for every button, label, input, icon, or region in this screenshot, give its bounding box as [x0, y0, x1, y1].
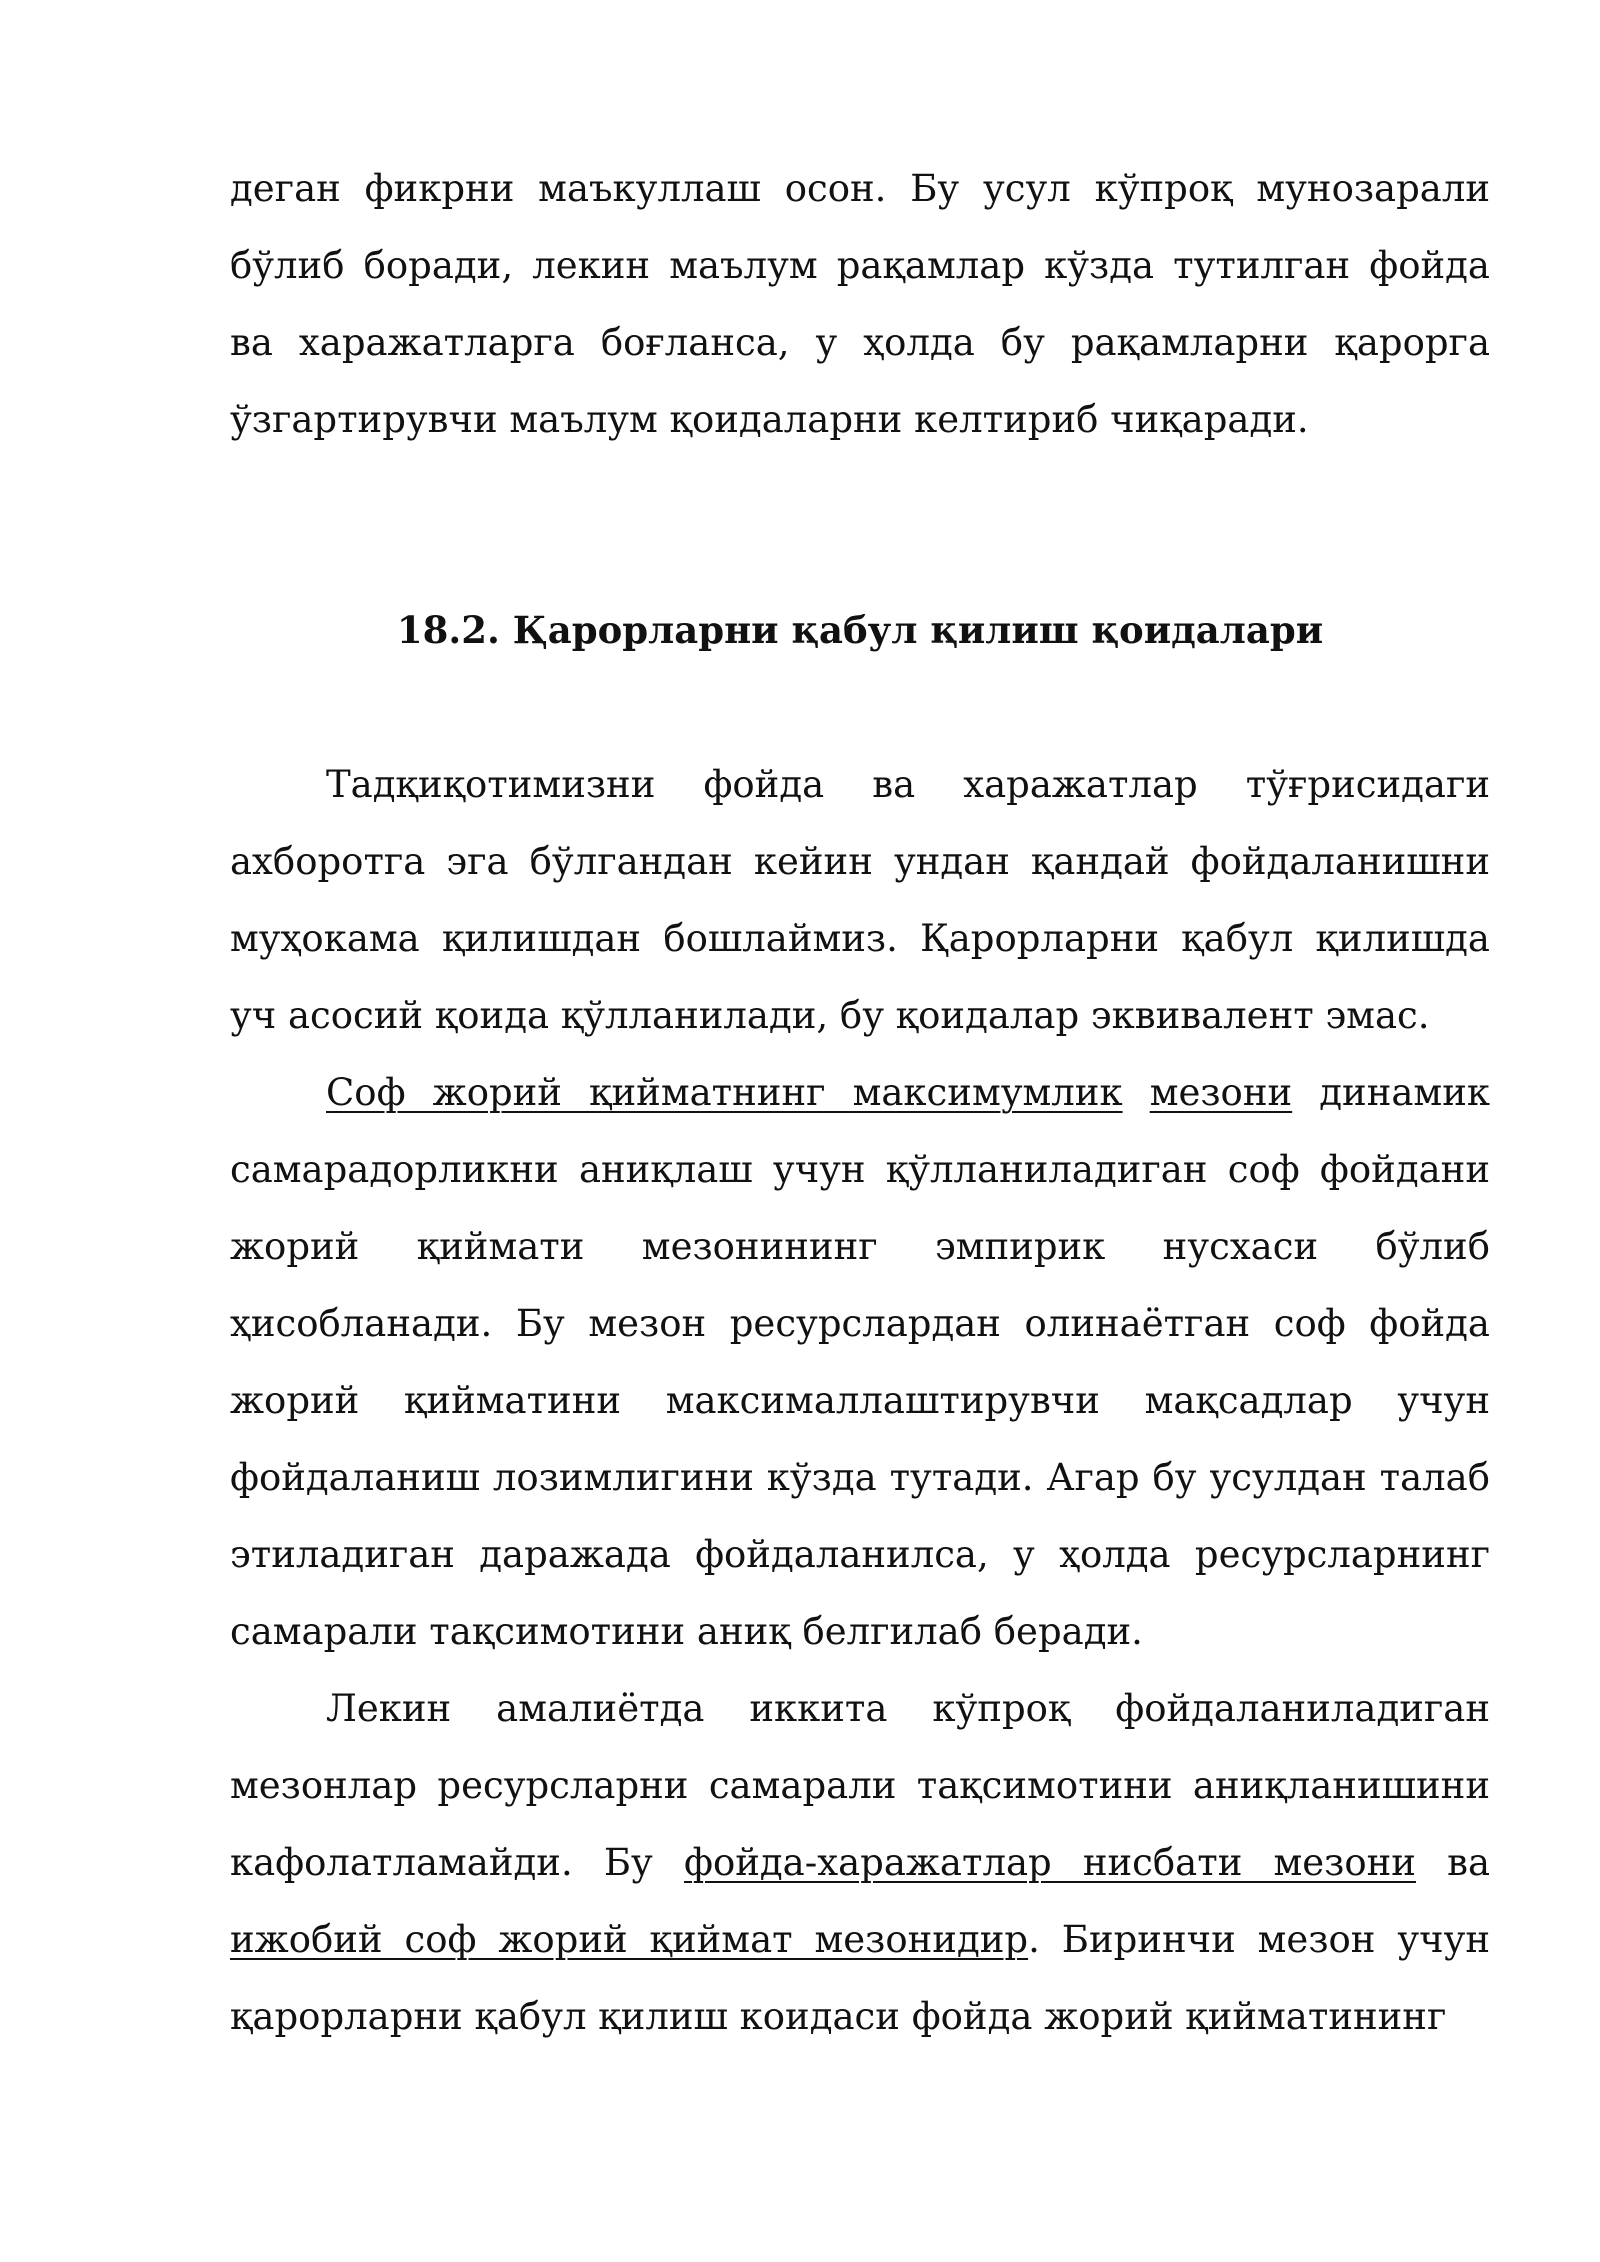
spacer [230, 458, 1490, 592]
paragraph-text: . Биринчи мезон учун қарорларни қабул қилиш коидаси фойда жорий қийматининг [230, 1918, 1490, 2038]
paragraph-2: Тадқиқотимизни фойда ва харажатлар тўғрисидаги ахборотга эга бўлгандан кейин ундан қандай фойдаланишни муҳокама қилишдан бошлаймиз. Қарорларни қабул қилишда уч асосий қоида қўлланилади, бу қоидалар эквивалент эмас. [230, 763, 1490, 1037]
paragraph-text: Лекин амалиётда иккита кўпроқ фойдаланиладиган мезонлар ресурсларни самарали тақсимотини аниқланишини кафолатламайди. Бу [230, 1687, 1490, 1884]
paragraph-4 [230, 1670, 1490, 2055]
underlined-term: ижобий соф жорий қиймат мезонидир [230, 1918, 1029, 1961]
spacer [230, 669, 1490, 746]
paragraph-3 [230, 1054, 1490, 1670]
space [1123, 1071, 1150, 1114]
section-heading: 18.2. Қарорларни қабул қилиш қоидалари [396, 608, 1324, 652]
paragraph-text: динамик самарадорликни аниқлаш учун қўлланиладиган соф фойдани жорий қиймати мезонининг эмпирик нусхаси бўлиб ҳисобланади. Бу мезон ресурслардан олинаётган соф фойда жорий қийматини максималлаштирувчи мақсадлар учун фойдаланиш лозимлигини кўзда тутади. Агар бу усулдан талаб этиладиган даражада фойдаланилса, у ҳолда ресурсларнинг самарали тақсимотини аниқ белгилаб беради. [230, 1071, 1490, 1653]
underlined-term: фойда-харажатлар нисбати мезони [683, 1841, 1416, 1884]
paragraph-1: деган фикрни маъкуллаш осон. Бу усул кўпроқ мунозарали бўлиб боради, лекин маълум рақамлар кўзда тутилган фойда ва харажатларга боғланса, у ҳолда бу рақамларни қарорга ўзгартирувчи маълум қоидаларни келтириб чиқаради. [230, 167, 1490, 441]
paragraph-text: ва [1415, 1841, 1491, 1884]
document-page [230, 150, 1490, 2055]
underlined-term: мезони [1149, 1071, 1293, 1114]
underlined-term: Соф жорий қийматнинг максимумлик [326, 1071, 1123, 1114]
